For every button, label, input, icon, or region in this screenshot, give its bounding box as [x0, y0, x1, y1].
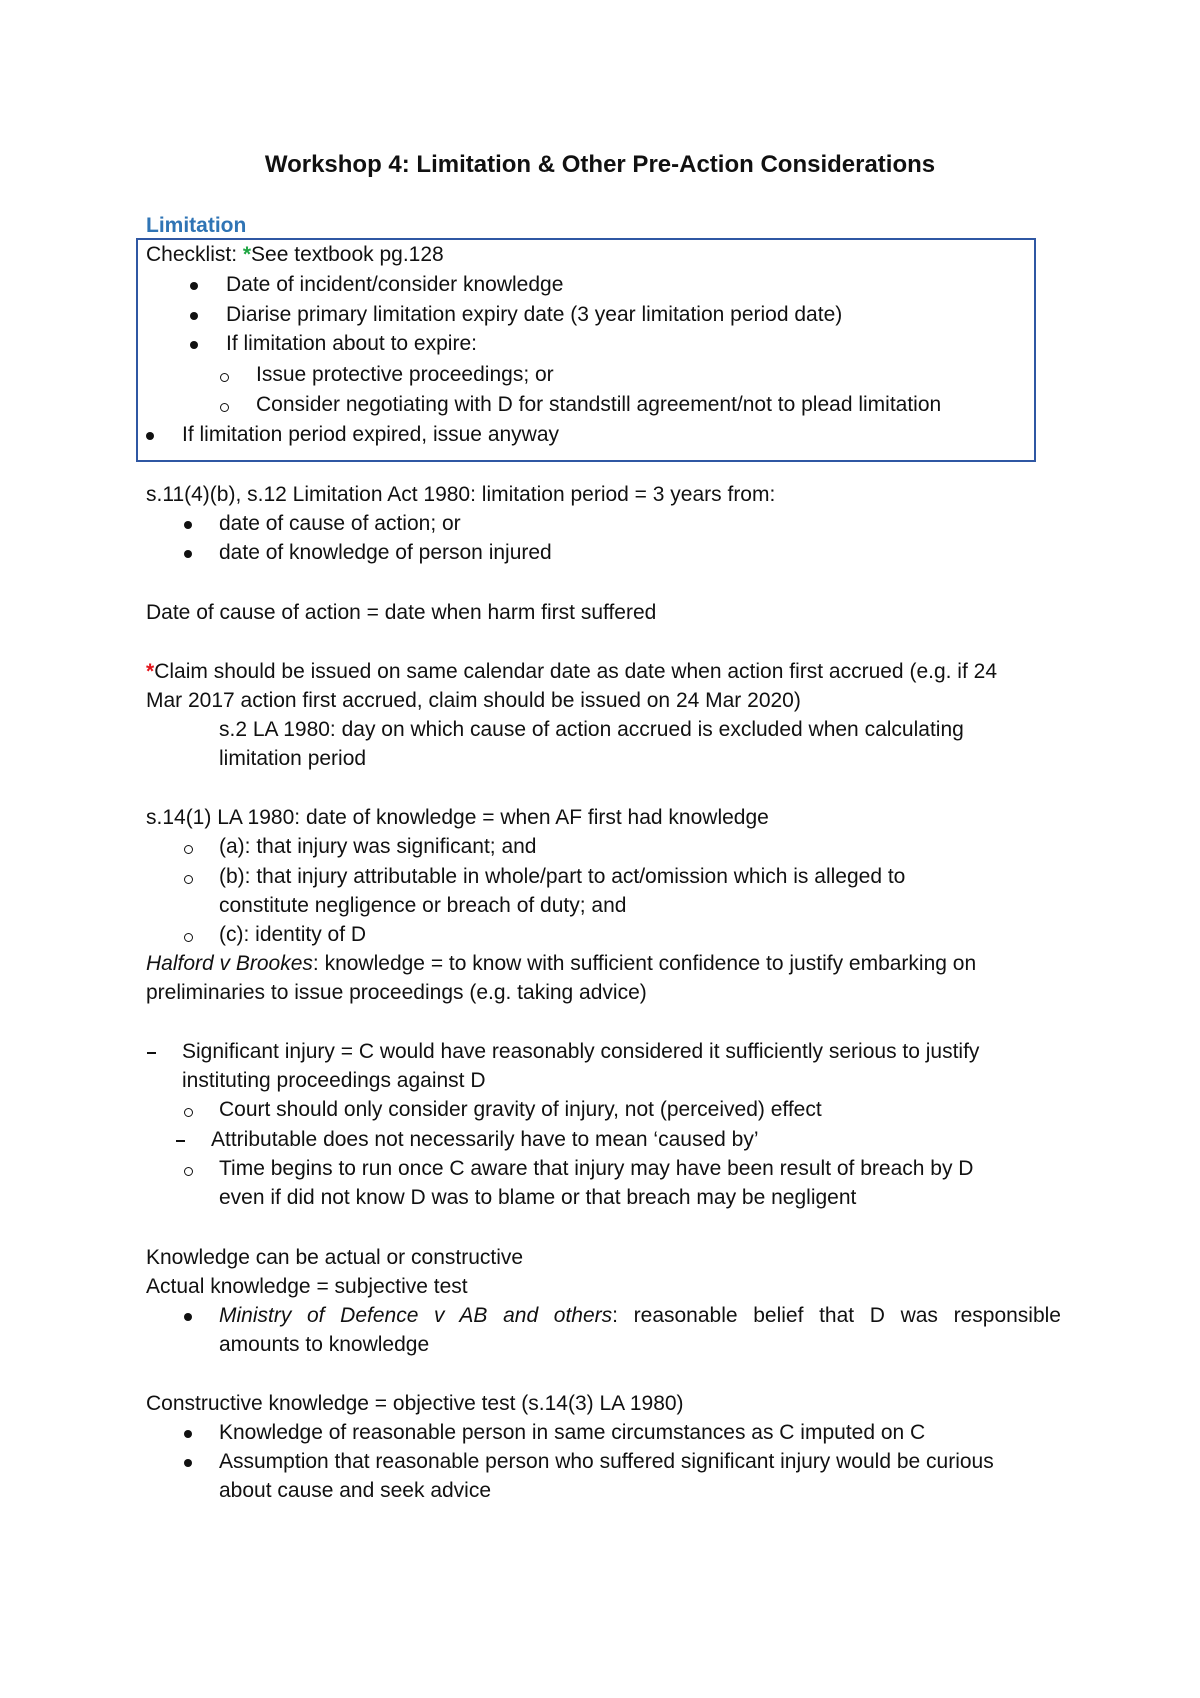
circle-bullet-icon [220, 403, 229, 412]
claim-note-asterisk: * [146, 660, 155, 683]
mod-text: : reasonable belief that D was responsible [612, 1304, 1061, 1327]
significant-court: Court should only consider gravity of injury, not (perceived) effect [219, 1098, 822, 1121]
significant-line2: instituting proceedings against D [182, 1069, 486, 1092]
bullet-icon [190, 341, 198, 349]
checklist-subitem: Consider negotiating with D for standstill agreement/not to plead limitation [256, 393, 942, 416]
s14-intro: s.14(1) LA 1980: date of knowledge = when AF first had knowledge [146, 806, 769, 829]
s11-intro: s.11(4)(b), s.12 Limitation Act 1980: limitation period = 3 years from: [146, 483, 776, 506]
bullet-icon [190, 312, 198, 320]
halford-case-name: Halford v Brookes [146, 952, 313, 975]
circle-bullet-icon [184, 1167, 193, 1176]
checklist-item: Diarise primary limitation expiry date (3 year limitation period date) [226, 303, 843, 326]
checklist-item: If limitation about to expire: [226, 332, 477, 355]
significant-time-line2: even if did not know D was to blame or that breach may be negligent [219, 1186, 857, 1209]
bullet-icon [184, 550, 192, 558]
checklist-final-item: If limitation period expired, issue anyway [182, 423, 560, 446]
halford-line1 [146, 950, 976, 978]
circle-bullet-icon [184, 1108, 193, 1117]
s14-item: (a): that injury was significant; and [219, 835, 537, 858]
checklist-item: Date of incident/consider knowledge [226, 273, 564, 296]
claim-note-line1 [146, 658, 997, 686]
bullet-icon [184, 521, 192, 529]
bullet-icon [146, 432, 154, 440]
s11-item: date of cause of action; or [219, 512, 461, 535]
s11-item: date of knowledge of person injured [219, 541, 552, 564]
circle-bullet-icon [184, 933, 193, 942]
constructive-item: Knowledge of reasonable person in same circumstances as C imputed on C [219, 1421, 926, 1444]
constructive-item: Assumption that reasonable person who suffered significant injury would be curious [219, 1450, 994, 1473]
cause-of-action-text: Date of cause of action = date when harm first suffered [146, 601, 657, 624]
claim-note-text: Claim should be issued on same calendar date as date when action first accrued (e.g. if 24 [154, 660, 997, 683]
bullet-icon [184, 1459, 192, 1467]
claim-note-sub-line1: s.2 LA 1980: day on which cause of action accrued is excluded when calculating [219, 718, 964, 741]
significant-line1: Significant injury = C would have reasonably considered it sufficiently serious to justify [182, 1040, 980, 1063]
dash-bullet-icon [176, 1140, 185, 1142]
constructive-item-continued: about cause and seek advice [219, 1479, 492, 1502]
dash-bullet-icon [147, 1052, 156, 1054]
checklist-ref: See textbook pg.128 [251, 243, 444, 266]
knowledge-types: Knowledge can be actual or constructive [146, 1246, 524, 1269]
checklist-label: Checklist: [146, 243, 243, 266]
constructive-knowledge: Constructive knowledge = objective test (s.14(3) LA 1980) [146, 1392, 684, 1415]
mod-line1 [219, 1302, 1061, 1330]
checklist-asterisk: * [242, 243, 252, 266]
halford-text: : knowledge = to know with sufficient confidence to justify embarking on [312, 952, 977, 975]
significant-attributable: Attributable does not necessarily have to mean ‘caused by’ [211, 1128, 759, 1151]
halford-line2: preliminaries to issue proceedings (e.g. taking advice) [146, 981, 647, 1004]
claim-note-sub-line2: limitation period [219, 747, 367, 770]
circle-bullet-icon [184, 875, 193, 884]
significant-time-line1: Time begins to run once C aware that injury may have been result of breach by D [219, 1157, 974, 1180]
bullet-icon [190, 282, 198, 290]
claim-note-line2: Mar 2017 action first accrued, claim should be issued on 24 Mar 2020) [146, 689, 801, 712]
circle-bullet-icon [184, 845, 193, 854]
checklist-subitem: Issue protective proceedings; or [256, 363, 554, 386]
bullet-icon [184, 1313, 192, 1321]
mod-line2: amounts to knowledge [219, 1333, 430, 1356]
mod-case-name: Ministry of Defence v AB and others [219, 1304, 613, 1327]
page-title: Workshop 4: Limitation & Other Pre-Action Considerations [264, 151, 936, 178]
s14-item: (b): that injury attributable in whole/part to act/omission which is alleged to [219, 865, 906, 888]
s14-item-continued: constitute negligence or breach of duty; and [219, 894, 627, 917]
bullet-icon [184, 1430, 192, 1438]
circle-bullet-icon [220, 373, 229, 382]
checklist-header [146, 241, 444, 269]
section-heading-limitation: Limitation [146, 214, 247, 237]
s14-item: (c): identity of D [219, 923, 367, 946]
actual-knowledge: Actual knowledge = subjective test [146, 1275, 468, 1298]
